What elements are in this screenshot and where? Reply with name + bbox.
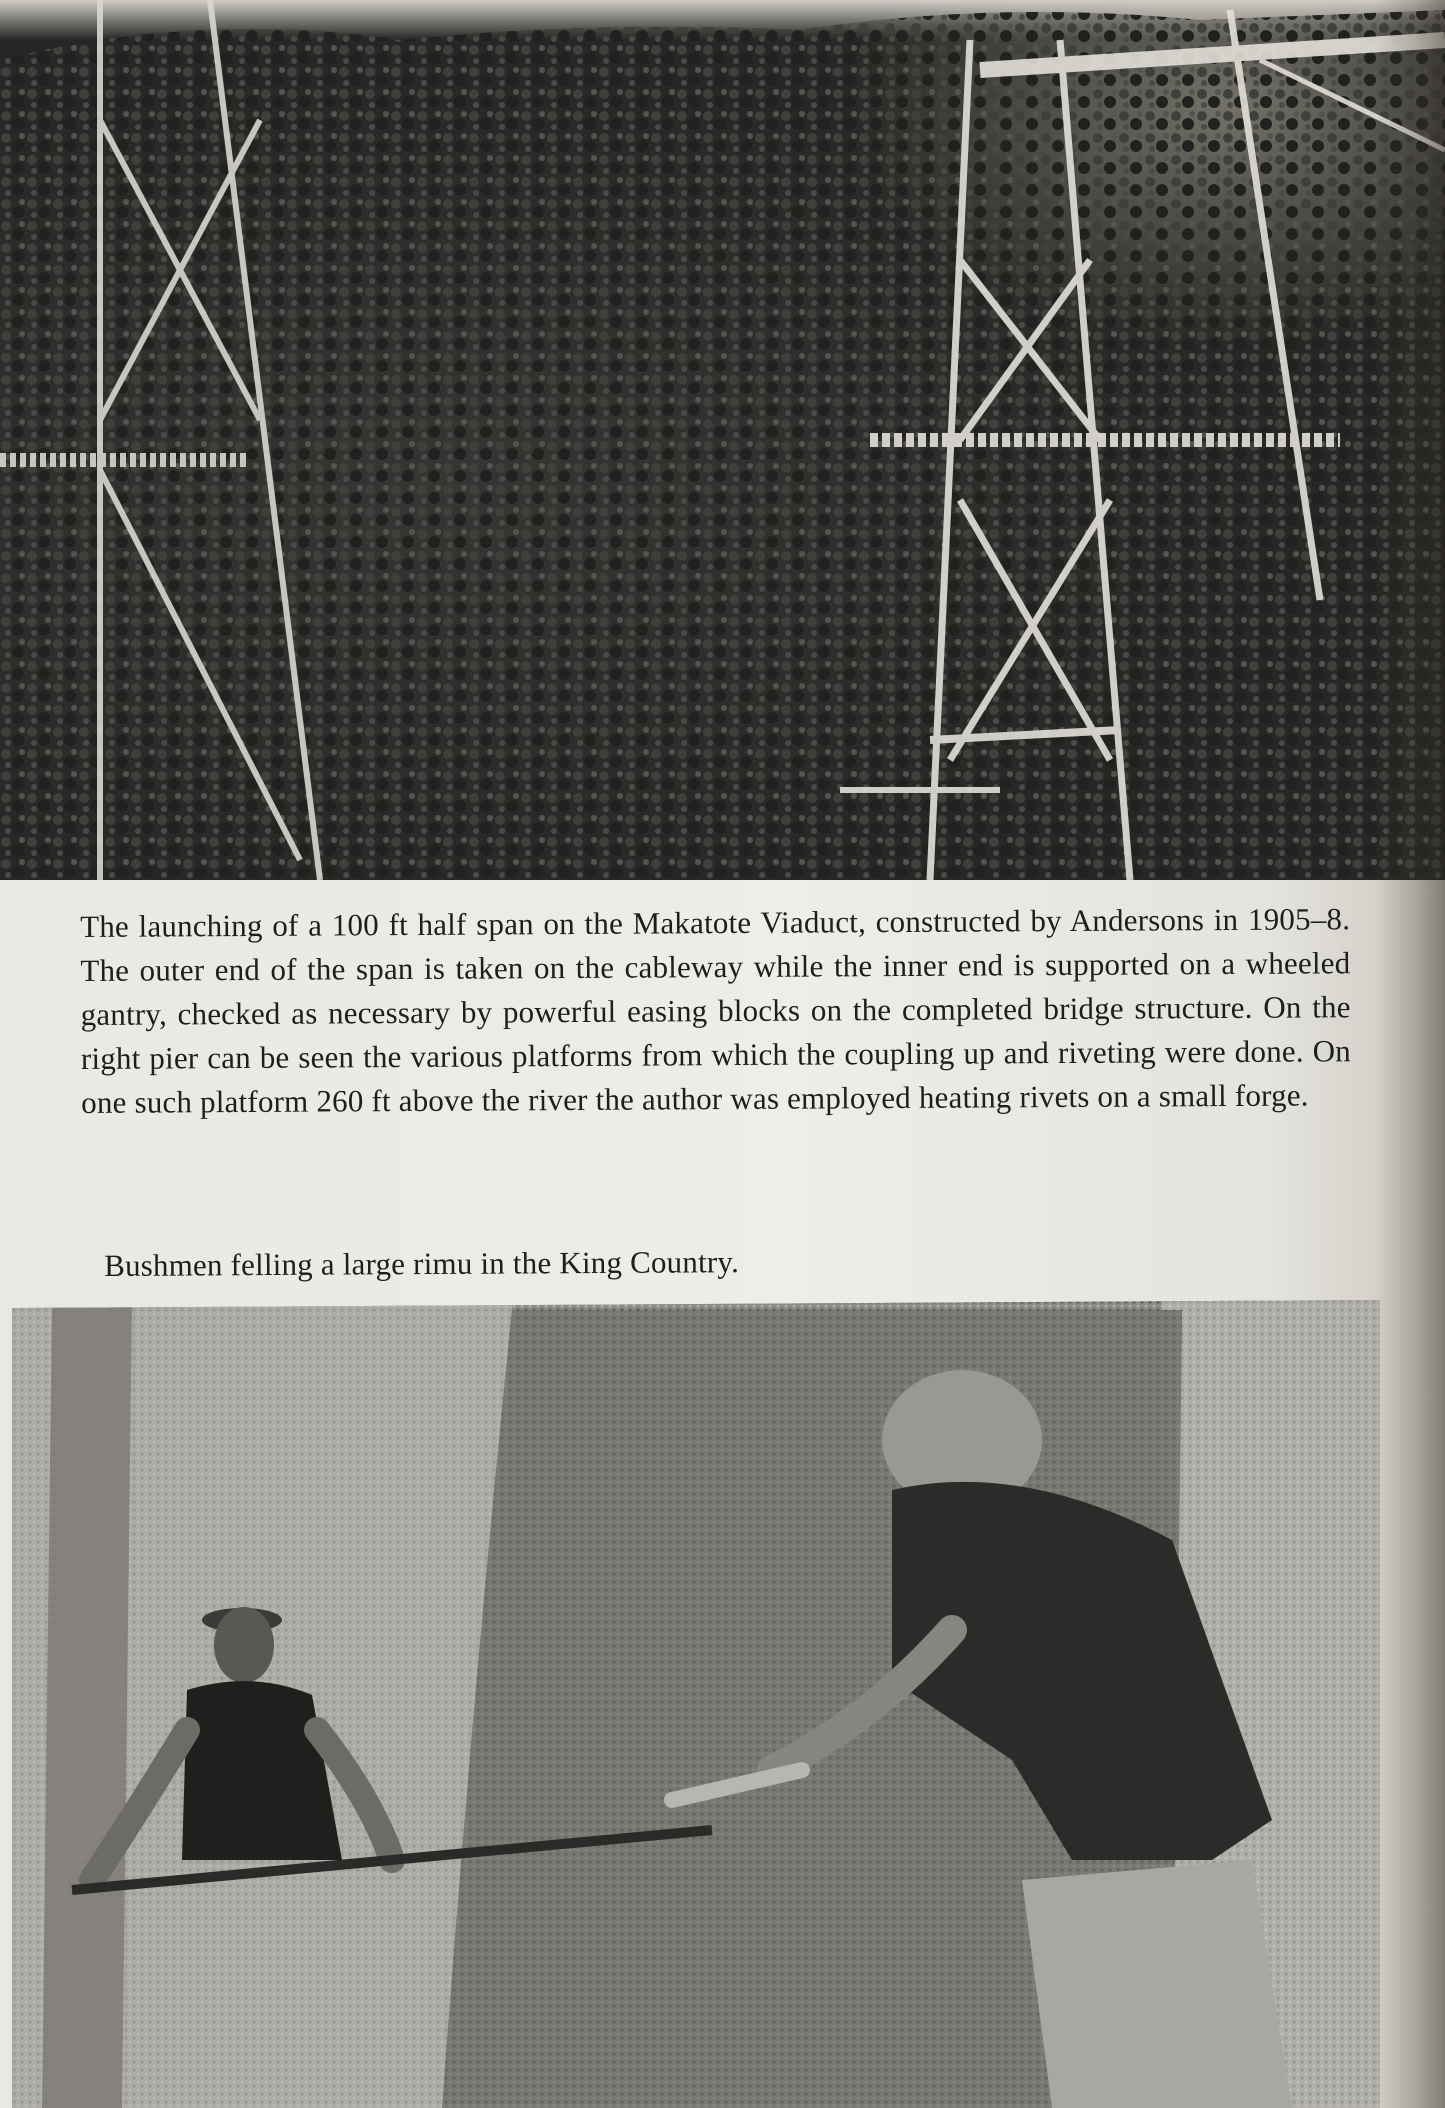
viaduct-caption: The launching of a 100 ft half span on the Makatote Viaduct, constructed by Andersons in 1905–8. The outer end of the span is taken on the cableway while the inner end is supported on a wheeled gantry, checked as necessary by powerful easing blocks on the completed bridge structure. On the right pier can be seen the various platforms from which the coupling up and riveting were done. On one such platform 260 ft above the river the author was employed heating rivets on a small forge. xyxy=(80,901,1352,1120)
viaduct-photo xyxy=(0,0,1445,880)
bushmen-caption: Bushmen felling a large rimu in the King Country. xyxy=(104,1244,740,1283)
bushmen-photo xyxy=(12,1300,1380,2108)
